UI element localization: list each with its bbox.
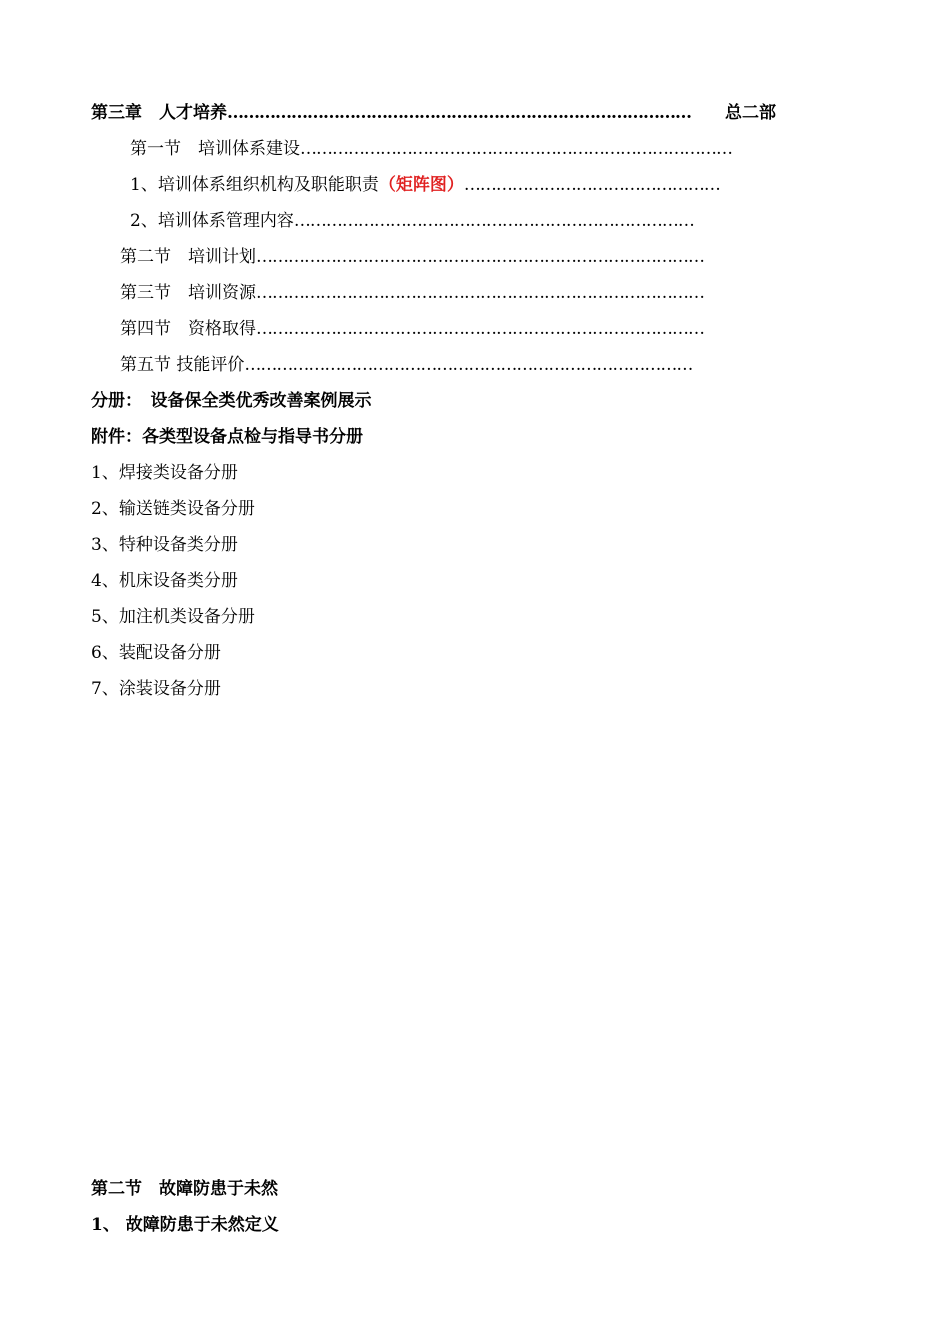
- toc-section1: [130, 138, 758, 160]
- toc-chapter3-page: 总二部: [725, 103, 776, 123]
- toc-appendix: 附件：各类型设备点检与指导书分册: [91, 427, 363, 447]
- toc-section3-dots: …………………………………………………………………………: [256, 283, 704, 303]
- toc-volume: 分册： 设备保全类优秀改善案例展示: [91, 391, 372, 411]
- toc-section1-dots: ………………………………………………………………………: [300, 139, 732, 159]
- appendix-list-item: 7、涂装设备分册: [91, 679, 221, 699]
- toc-section2-dots: …………………………………………………………………………: [256, 247, 704, 267]
- toc-section2: [120, 246, 752, 268]
- appendix-list-item: 1、焊接类设备分册: [91, 463, 238, 483]
- toc-section2-title: 第二节 培训计划: [120, 247, 256, 267]
- section-heading: 第二节 故障防患于未然: [91, 1179, 278, 1199]
- toc-item1-highlight: （矩阵图）: [378, 175, 464, 195]
- appendix-list-item: 6、装配设备分册: [91, 643, 221, 663]
- toc-item2-title: 2、培训体系管理内容: [130, 211, 294, 231]
- toc-item1-dots: …………………………………………: [463, 175, 720, 195]
- toc-section5-dots: …………………………………………………………………………: [244, 355, 693, 375]
- toc-section3: [120, 282, 752, 304]
- toc-section3-title: 第三节 培训资源: [120, 283, 256, 303]
- toc-section4: [120, 318, 752, 340]
- toc-section4-dots: …………………………………………………………………………: [256, 319, 704, 339]
- toc-section1-title: 第一节 培训体系建设: [130, 139, 300, 159]
- appendix-list-item: 4、机床设备类分册: [91, 571, 238, 591]
- toc-item1: [130, 174, 732, 196]
- toc-section5-title: 第五节 技能评价: [120, 355, 245, 375]
- toc-chapter3: [91, 102, 776, 124]
- appendix-list-item: 3、特种设备类分册: [91, 535, 238, 555]
- toc-item1-title: 1、培训体系组织机构及职能职责: [130, 175, 379, 195]
- toc-item2: [130, 210, 734, 232]
- toc-chapter3-title: 第三章 人才培养: [91, 103, 227, 123]
- toc-chapter3-dots: ……………………………………………………………………………: [227, 103, 691, 123]
- appendix-list-item: 5、加注机类设备分册: [91, 607, 255, 627]
- toc-section5: [120, 354, 742, 376]
- subheading: 1、 故障防患于未然定义: [91, 1215, 279, 1235]
- toc-section4-title: 第四节 资格取得: [120, 319, 256, 339]
- toc-item2-dots: …………………………………………………………………: [293, 211, 694, 231]
- appendix-list-item: 2、输送链类设备分册: [91, 499, 255, 519]
